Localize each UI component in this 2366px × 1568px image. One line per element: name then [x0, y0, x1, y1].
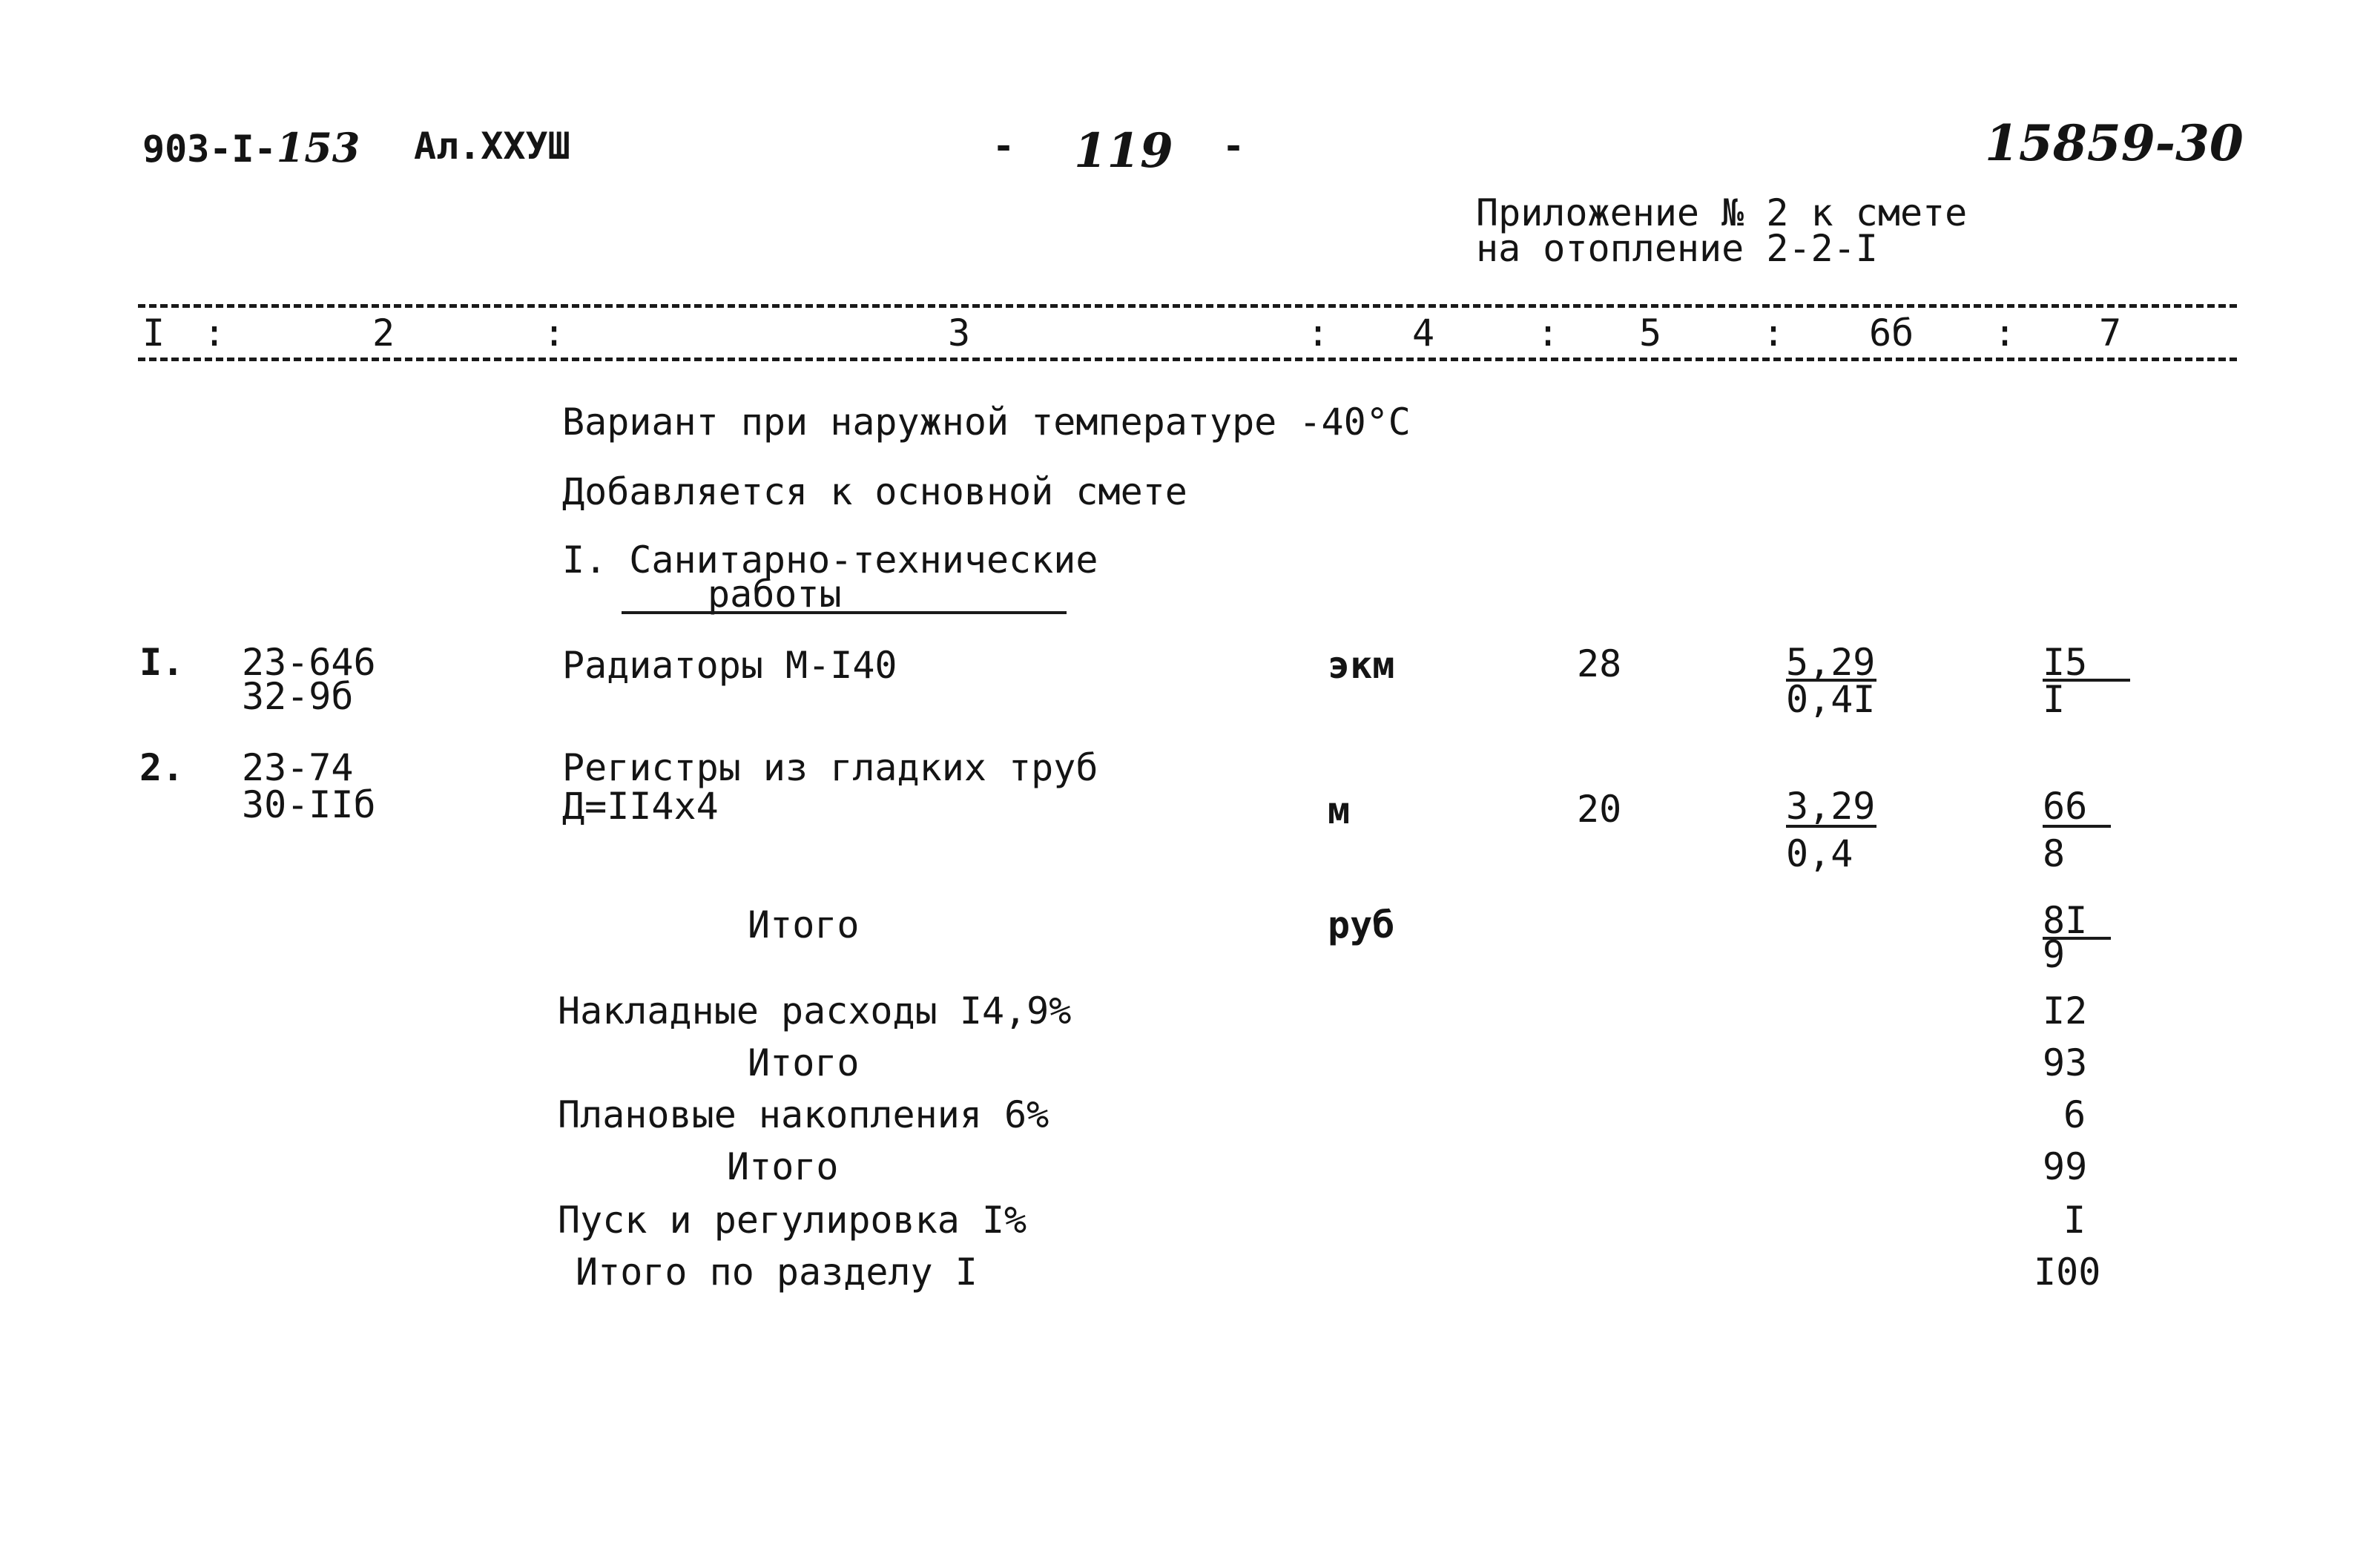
- page-dash-left: -: [992, 125, 1015, 168]
- total-bottom: 9: [2043, 933, 2066, 976]
- column-separator: :: [1307, 312, 1330, 355]
- fraction-bar: [2043, 825, 2111, 828]
- variant-title: Вариант при наружной температуре -40°С: [562, 401, 1411, 444]
- album-number: Ал.XXУШ: [414, 125, 570, 168]
- item-quantity: 28: [1577, 642, 1622, 685]
- column-separator: :: [543, 312, 566, 355]
- item-name: Радиаторы М-I40: [562, 644, 897, 687]
- section-total-value: I00: [2034, 1251, 2101, 1294]
- item-code: 32-9б: [242, 675, 354, 718]
- header-rule-top: [138, 304, 2237, 308]
- subtotal-value: 99: [2043, 1145, 2088, 1188]
- overhead-value: I2: [2043, 989, 2088, 1032]
- item-name: Д=II4x4: [562, 785, 719, 828]
- fraction-bar: [1786, 825, 1876, 828]
- header-rule-bottom: [138, 358, 2237, 361]
- item-code: 30-IIб: [242, 783, 376, 826]
- column-5: 5: [1639, 312, 1662, 355]
- startup-adjustment-value: I: [2063, 1199, 2086, 1242]
- subtotal-unit: руб: [1328, 903, 1395, 946]
- total-top: 8I: [2043, 899, 2088, 942]
- total-bottom: I: [2043, 678, 2066, 721]
- page-number: 119: [1074, 123, 1173, 179]
- column-separator: :: [1994, 312, 2017, 355]
- overhead-label: Накладные расходы I4,9%: [558, 989, 1072, 1032]
- item-unit: м: [1328, 789, 1351, 832]
- planned-savings-label: Плановые накопления 6%: [558, 1093, 1049, 1136]
- item-code: 23-646: [242, 641, 376, 684]
- total-bottom: 8: [2043, 832, 2066, 875]
- planned-savings-value: 6: [2063, 1093, 2086, 1136]
- startup-adjustment-label: Пуск и регулировка I%: [558, 1199, 1027, 1242]
- column-2: 2: [372, 312, 395, 355]
- column-4: 4: [1412, 312, 1435, 355]
- page-dash-right: -: [1222, 125, 1245, 168]
- section-total-label: Итого по разделу I: [576, 1251, 978, 1294]
- item-code: 23-74: [242, 746, 354, 789]
- unit-price-top: 3,29: [1786, 785, 1876, 828]
- appendix-line-2: на отопление 2-2-I: [1476, 227, 1878, 270]
- document-code-handwritten: 153: [276, 124, 360, 171]
- subtotal-label: Итого: [727, 1145, 839, 1188]
- subtotal-label: Итого: [748, 903, 860, 946]
- column-6: 6б: [1869, 312, 1914, 355]
- document-code-prefix: 903-I-: [142, 128, 277, 171]
- subtotal-value: 93: [2043, 1041, 2088, 1084]
- column-7: 7: [2099, 312, 2122, 355]
- item-quantity: 20: [1577, 788, 1622, 831]
- document-code: [142, 124, 360, 171]
- column-separator: :: [203, 312, 226, 355]
- unit-price-bottom: 0,4I: [1786, 678, 1876, 721]
- item-name: Регистры из гладких труб: [562, 746, 1098, 789]
- unit-price-bottom: 0,4: [1786, 832, 1853, 875]
- column-separator: :: [1537, 312, 1560, 355]
- section-title-line-2: работы: [708, 573, 842, 616]
- section-title-line-1: I. Санитарно-технические: [562, 538, 1098, 582]
- added-to-estimate: Добавляется к основной смете: [562, 470, 1187, 513]
- column-separator: :: [1762, 312, 1785, 355]
- column-3: 3: [948, 312, 971, 355]
- item-number: 2.: [139, 746, 185, 789]
- sheet-code: 15859-30: [1985, 114, 2244, 172]
- unit-price-top: 5,29: [1786, 641, 1876, 684]
- item-number: I.: [139, 641, 185, 684]
- total-top: 66: [2043, 785, 2088, 828]
- appendix-line-1: Приложение № 2 к смете: [1476, 191, 1968, 234]
- total-top: I5: [2043, 641, 2088, 684]
- column-1: I: [142, 312, 165, 355]
- subtotal-label: Итого: [748, 1041, 860, 1084]
- item-unit: экм: [1328, 644, 1395, 687]
- section-title-underline: [622, 611, 1067, 614]
